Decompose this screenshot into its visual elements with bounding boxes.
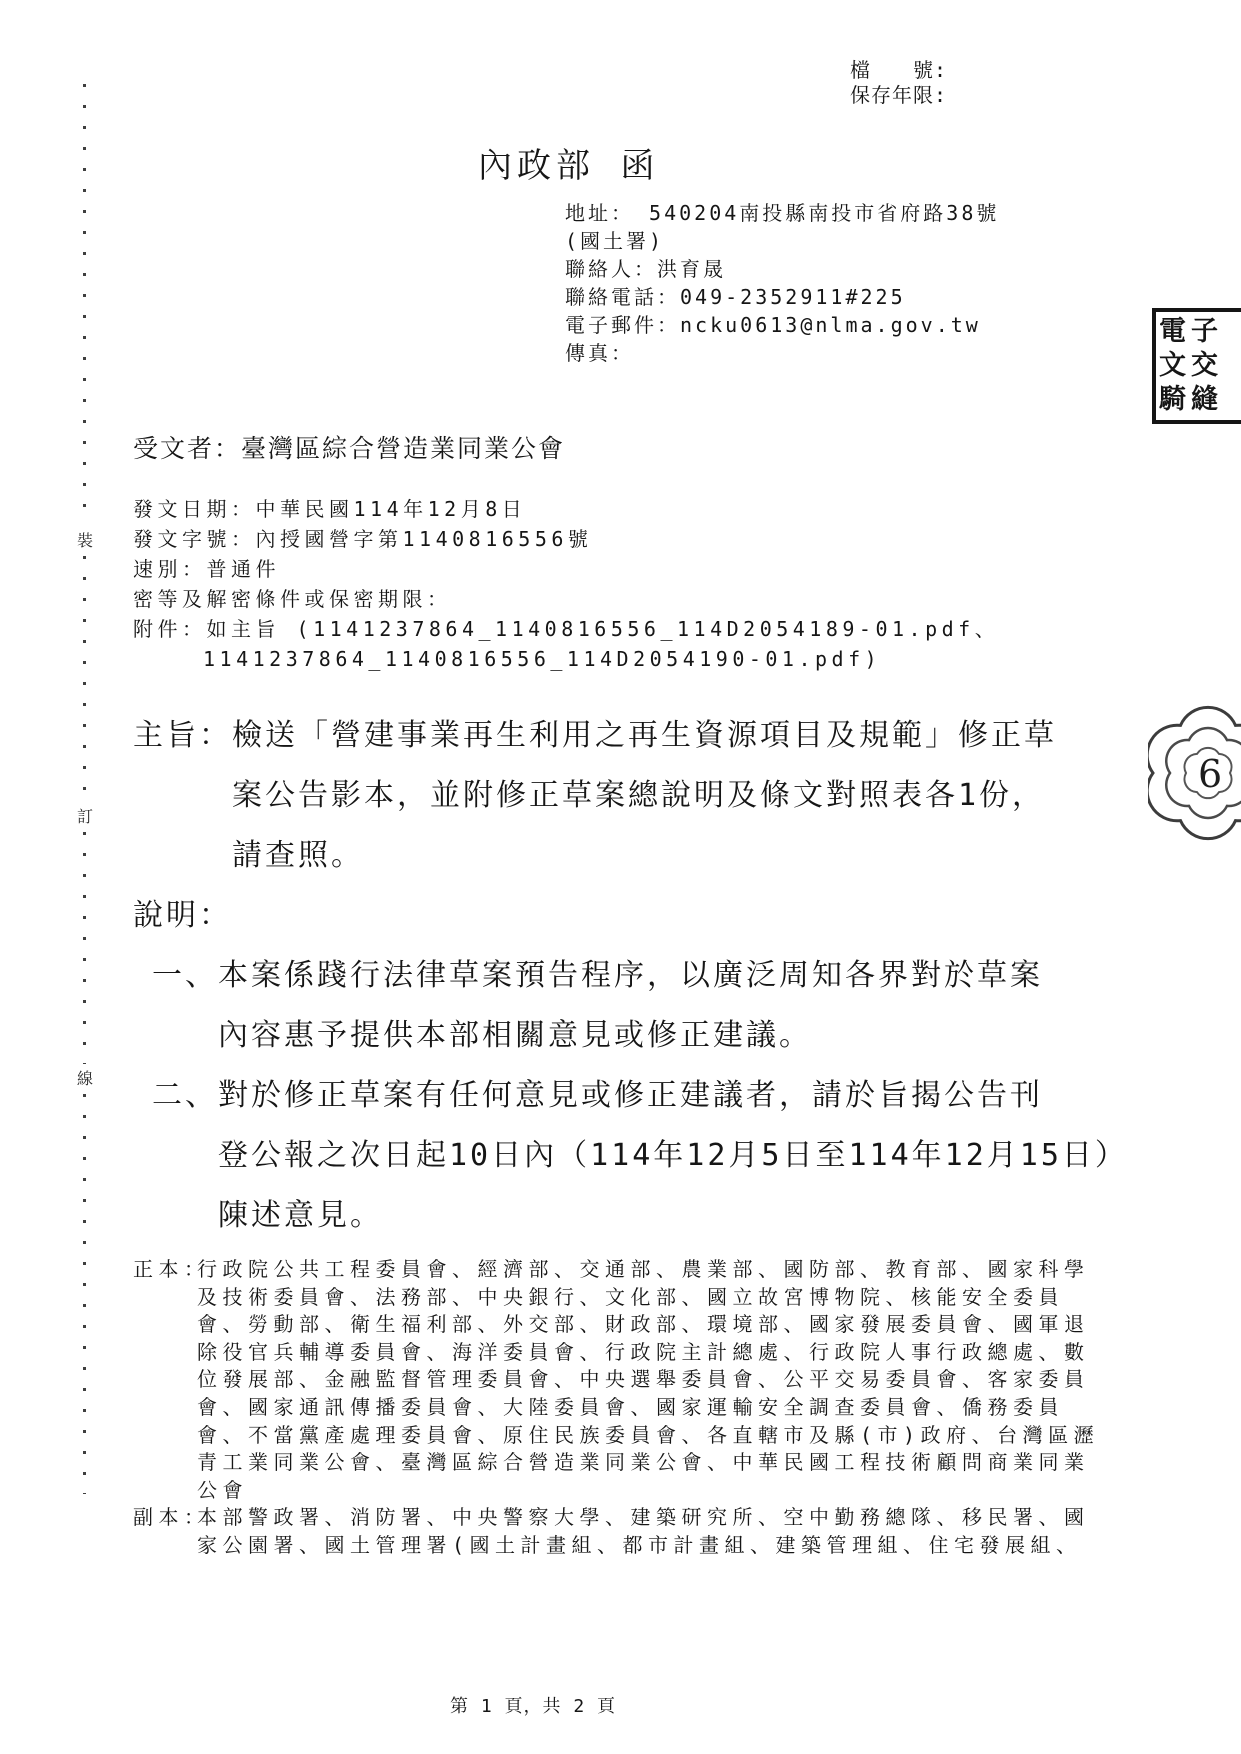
issue-date: 發文日期：中華民國114年12月8日	[133, 497, 527, 521]
binding-dotted-line	[83, 832, 86, 1064]
explanation-item1-line2: 內容惠予提供本部相關意見或修正建議。	[218, 1018, 812, 1053]
binding-mark-zhuang: 裝	[76, 528, 94, 551]
subject-label: 主旨：	[133, 718, 232, 753]
security-class: 密等及解密條件或保密期限：	[133, 587, 452, 611]
subject-line3: 請查照。	[232, 838, 364, 873]
explanation-heading: 說明：	[133, 898, 232, 933]
binding-strip	[76, 84, 94, 1494]
sender-fax: 傳真：	[565, 341, 634, 365]
original-copy-line: 會、國家通訊傳播委員會、大陸委員會、國家運輸安全調查委員會、僑務委員	[197, 1394, 1064, 1419]
attachment-line1: 附件：如主旨 (1141237864_1140816556_114D2054189-01.pdf、	[133, 617, 1000, 641]
binding-mark-xian: 線	[76, 1066, 94, 1089]
page-number-footer: 第 1 頁，共 2 頁	[450, 1696, 617, 1717]
document-meta	[133, 494, 999, 674]
cc-copy-para	[133, 1504, 1143, 1559]
seal-page-number: 6	[1198, 752, 1223, 796]
page-seam-seal	[1148, 703, 1241, 863]
binding-dotted-line	[83, 1094, 86, 1494]
explanation-item2-line2: 登公報之次日起10日內（114年12月5日至114年12月15日）	[218, 1138, 1128, 1173]
stamp-row: 電子	[1159, 316, 1223, 347]
recipient-line: 受文者：臺灣區綜合營造業同業公會	[133, 434, 566, 463]
binding-mark-ding: 訂	[76, 804, 94, 827]
original-copy-line: 公會	[197, 1477, 248, 1502]
letter-body	[133, 706, 1133, 1246]
original-copy-line: 及技術委員會、法務部、中央銀行、文化部、國立故宮博物院、核能安全委員	[197, 1284, 1064, 1309]
sender-address: 地址： 540204南投縣南投市省府路38號	[565, 201, 1000, 225]
binding-dotted-line	[83, 556, 86, 802]
original-copy-line: 會、不當黨產處理委員會、原住民族委員會、各直轄市及縣(市)政府、台灣區瀝	[197, 1422, 1100, 1447]
original-copy-line: 會、勞動部、衛生福利部、外交部、財政部、環境部、國家發展委員會、國軍退	[197, 1312, 1090, 1337]
original-copy-line: 位發展部、金融監督管理委員會、中央選舉委員會、公平交易委員會、客家委員	[197, 1367, 1090, 1392]
attachment-line2: 1141237864_1140816556_114D2054190-01.pdf)	[203, 647, 882, 671]
sender-email: 電子郵件：ncku0613@nlma.gov.tw	[565, 313, 981, 337]
subject-line1: 主旨：檢送「營建事業再生利用之再生資源項目及規範」修正草	[133, 718, 1057, 753]
stamp-row: 騎縫	[1159, 384, 1223, 415]
sender-contact-block	[565, 199, 999, 367]
archive-header	[850, 58, 947, 108]
original-copy-line: 青工業同業公會、臺灣區綜合營造業同業公會、中華民國工程技術顧問商業同業	[197, 1450, 1090, 1475]
original-copy-para	[133, 1256, 1143, 1504]
explanation-item1-line1: 一、本案係踐行法律草案預告程序，以廣泛周知各界對於草案	[152, 958, 1043, 993]
subject-line2: 案公告影本，並附修正草案總說明及條文對照表各1份，	[232, 778, 1046, 813]
distribution-block	[133, 1256, 1143, 1560]
original-copy-line: 除役官兵輔導委員會、海洋委員會、行政院主計總處、行政院人事行政總處、數	[197, 1339, 1090, 1364]
explanation-item2-line3: 陳述意見。	[218, 1198, 383, 1233]
issue-number: 發文字號：內授國營字第1140816556號	[133, 527, 593, 551]
retention-period-label: 保存年限:	[850, 83, 948, 107]
speed-class: 速別：普通件	[133, 557, 280, 581]
binding-dotted-line	[83, 84, 86, 524]
sender-phone: 聯絡電話：049-2352911#225	[565, 285, 906, 309]
item2-marker: 二、	[152, 1078, 218, 1113]
original-copy-label: 正本：	[133, 1257, 210, 1281]
page-title: 內政部 函	[478, 146, 660, 186]
sender-contact-person: 聯絡人：洪育晟	[565, 257, 726, 281]
stamp-row: 文交	[1159, 350, 1223, 381]
explanation-item2-line1: 二、對於修正草案有任何意見或修正建議者，請於旨揭公告刊	[152, 1078, 1043, 1113]
electronic-exchange-stamp	[1152, 308, 1241, 424]
sender-address2: (國土署)	[565, 229, 665, 253]
cc-copy-line: 家公園署、國土管理署(國土計畫組、都市計畫組、建築管理組、住宅發展組、	[197, 1532, 1082, 1557]
original-copy-line: 行政院公共工程委員會、經濟部、交通部、農業部、國防部、教育部、國家科學	[197, 1257, 1090, 1281]
cc-copy-label: 副本：	[133, 1505, 210, 1530]
cc-copy-line: 本部警政署、消防署、中央警察大學、建築研究所、空中勤務總隊、移民署、國	[197, 1505, 1090, 1530]
file-number-label: 檔 號:	[850, 58, 948, 82]
item1-marker: 一、	[152, 958, 218, 993]
